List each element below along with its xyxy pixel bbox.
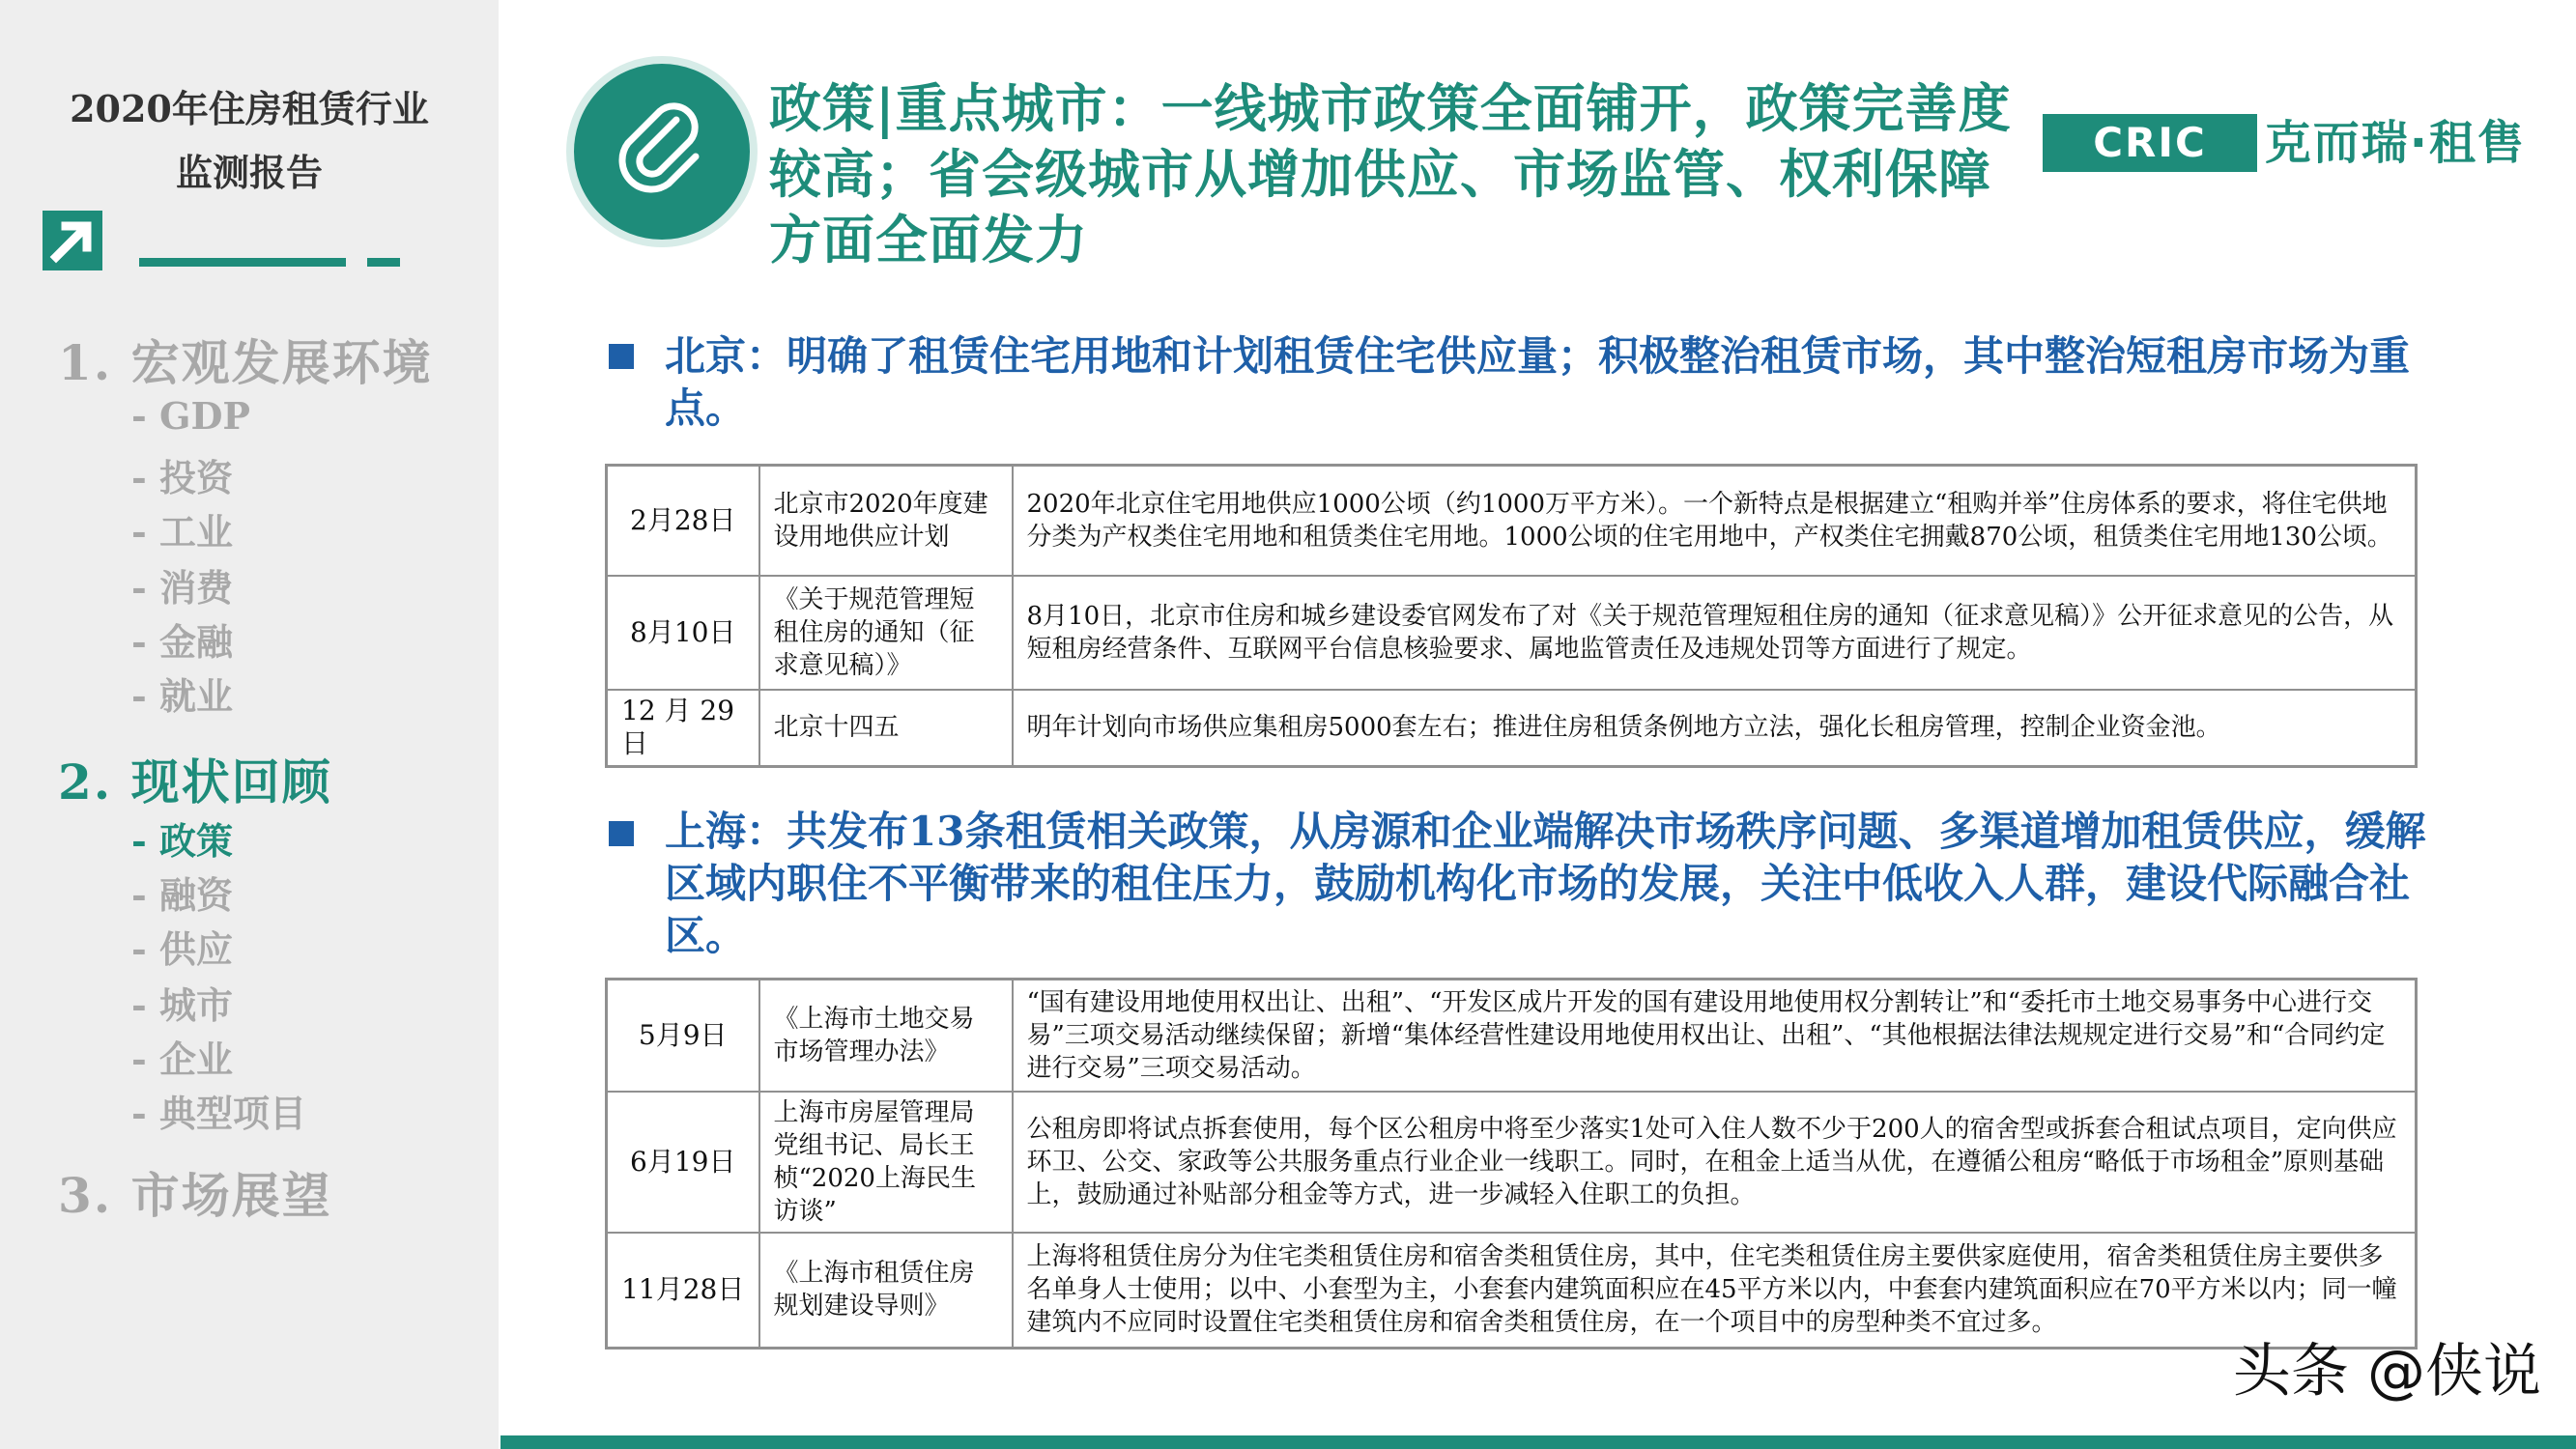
policy-title: 《上海市土地交易市场管理办法》 — [759, 980, 1013, 1092]
policy-content: 明年计划向市场供应集租房5000套左右；推进住房租赁条例地方立法，强化长租房管理，控制企业资金池。 — [1013, 690, 2417, 767]
arrow-icon — [43, 211, 102, 270]
nav-sub-supply[interactable]: - 供应 — [131, 927, 234, 971]
policy-date: 2月28日 — [607, 466, 759, 576]
policy-content: 2020年北京住宅用地供应1000公顷（约1000万平方米）。一个新特点是根据建立“租购并举”住房体系的要求，将住宅供地分类为产权类住宅用地和租赁类住宅用地。1000公顷的住宅用地中，产权类住宅拥戴870公顷，租赁类住宅用地130公顷。 — [1013, 466, 2417, 576]
policy-title: 北京十四五 — [759, 690, 1013, 767]
policy-title: 《上海市租赁住房规划建设导则》 — [759, 1233, 1013, 1349]
policy-title: 北京市2020年度建设用地供应计划 — [759, 466, 1013, 576]
policy-content: “国有建设用地使用权出让、出租”、“开发区成片开发的国有建设用地使用权分割转让”和“委托市土地交易事务中心进行交易”三项交易活动继续保留；新增“集体经营性建设用地使用权出让、出租”、“其他根据法律法规规定进行交易”和“合同约定进行交易”三项交易活动。 — [1013, 980, 2417, 1092]
policy-content: 上海将租赁住房分为住宅类租赁住房和宿舍类租赁住房，其中，住宅类租赁住房主要供家庭使用，宿舍类租赁住房主要供多名单身人士使用；以中、小套型为主，小套套内建筑面积应在45平方米以内，中套套内建筑面积应在70平方米以内；同一幢建筑内不应同时设置住宅类租赁住房和宿舍类租赁住房，在一个项目中的房型种类不宜过多。 — [1013, 1233, 2417, 1349]
nav-section-outlook[interactable]: 3. 市场展望 — [58, 1167, 332, 1224]
policy-content: 公租房即将试点拆套使用，每个区公租房中将至少落实1处可入住人数不少于200人的宿舍型或拆套合租试点项目，定向供应环卫、公交、家政等公共服务重点行业企业一线职工。同时，在租金上适当从优，在遵循公租房“略低于市场租金”原则基础上，鼓励通过补贴部分租金等方式，进一步减轻入住职工的负担。 — [1013, 1092, 2417, 1233]
policy-date: 11月28日 — [607, 1233, 759, 1349]
bullet-square-icon — [609, 821, 634, 846]
nav-section-review[interactable]: 2. 现状回顾 — [58, 753, 332, 810]
nav-sub-finance[interactable]: - 金融 — [131, 620, 234, 664]
policy-date: 6月19日 — [607, 1092, 759, 1233]
nav-sub-investment[interactable]: - 投资 — [131, 456, 234, 499]
table-row — [607, 1092, 2417, 1233]
beijing-heading: 北京：明确了租赁住宅用地和计划租赁住宅供应量；积极整治租赁市场，其中整治短租房市场为重点。 — [665, 332, 2411, 432]
table-row — [607, 980, 2417, 1092]
policy-content: 8月10日，北京市住房和城乡建设委官网发布了对《关于规范管理短租住房的通知（征求意见稿）》公开征求意见的公告，从短租房经营条件、互联网平台信息核验要求、属地监管责任及违规处罚等方面进行了规定。 — [1013, 576, 2417, 690]
bottom-accent-bar — [501, 1435, 2576, 1449]
nav-sub-enterprise[interactable]: - 企业 — [131, 1037, 234, 1081]
nav-sub-consumption[interactable]: - 消费 — [131, 566, 234, 610]
beijing-policy-table — [605, 464, 2418, 768]
nav-sub-policy[interactable]: - 政策 — [131, 819, 234, 863]
report-title-line2: 监测报告 — [175, 151, 323, 194]
nav-section-macro[interactable]: 1. 宏观发展环境 — [58, 334, 433, 391]
table-row — [607, 576, 2417, 690]
table-row — [607, 690, 2417, 767]
source-signature: 头条 @侠说 — [2232, 1338, 2541, 1406]
sidebar — [0, 0, 499, 1449]
table-row — [607, 466, 2417, 576]
policy-title: 上海市房屋管理局党组书记、局长王桢“2020上海民生访谈” — [759, 1092, 1013, 1233]
divider-long — [139, 258, 346, 267]
report-title — [0, 77, 499, 205]
divider-short — [367, 258, 400, 267]
nav-sub-industry[interactable]: - 工业 — [131, 510, 234, 554]
nav-sub-employment[interactable]: - 就业 — [131, 674, 234, 718]
nav-sub-city[interactable]: - 城市 — [131, 983, 234, 1027]
cric-logo-text: 克而瑞·租售 — [2264, 116, 2526, 170]
table-row — [607, 1233, 2417, 1349]
shanghai-policy-table — [605, 978, 2418, 1350]
policy-date: 12 月 29 日 — [607, 690, 759, 767]
page-title: 政策|重点城市：一线城市政策全面铺开，政策完善度较高；省会级城市从增加供应、市场监管、权利保障方面全面发力 — [769, 77, 2012, 270]
nav-sub-financing[interactable]: - 融资 — [131, 873, 234, 917]
bullet-square-icon — [609, 344, 634, 369]
policy-date: 5月9日 — [607, 980, 759, 1092]
shanghai-heading: 上海：共发布13条租赁相关政策，从房源和企业端解决市场秩序问题、多渠道增加租赁供应，缓解区域内职住不平衡带来的租住压力，鼓励机构化市场的发展，关注中低收入人群，建设代际融合社区。 — [665, 808, 2426, 959]
policy-date: 8月10日 — [607, 576, 759, 690]
paperclip-icon — [566, 56, 758, 247]
report-title-line1: 2020年住房租赁行业 — [70, 87, 429, 130]
cric-logo: CRIC — [2043, 114, 2257, 172]
policy-title: 《关于规范管理短租住房的通知（征求意见稿）》 — [759, 576, 1013, 690]
nav-sub-projects[interactable]: - 典型项目 — [131, 1092, 307, 1135]
nav-sub-gdp[interactable]: - GDP — [131, 394, 250, 438]
